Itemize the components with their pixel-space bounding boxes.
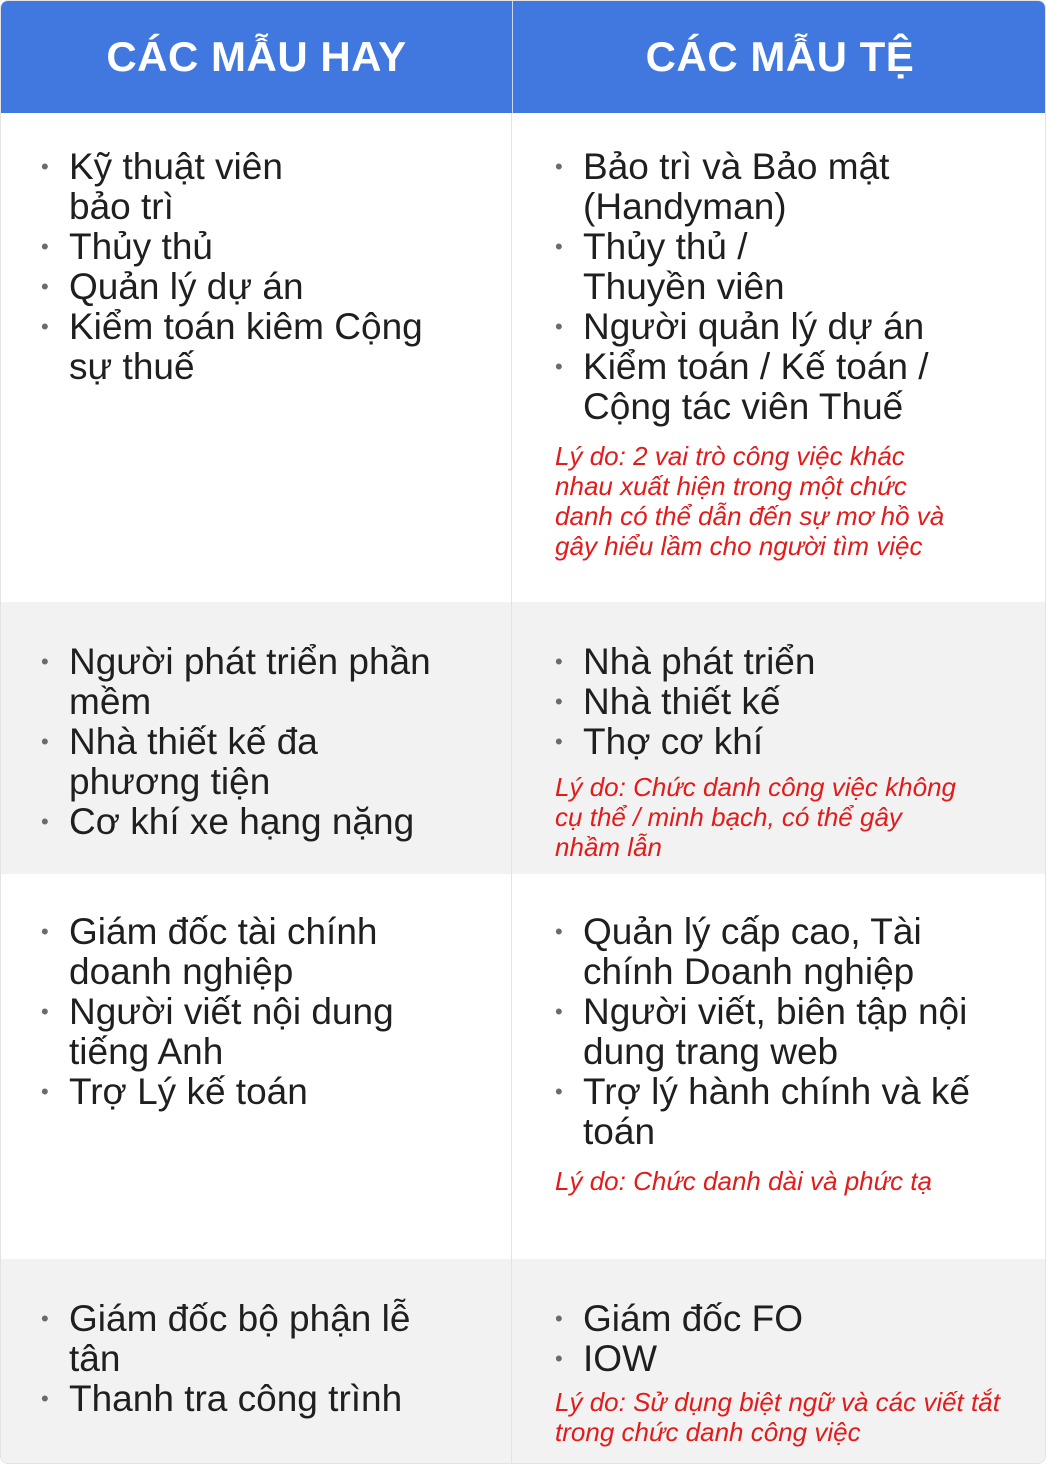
- table-row: [1, 113, 1045, 602]
- list-item: • Nhà thiết kế: [555, 682, 1015, 722]
- bad-examples-list: [555, 642, 1015, 762]
- reason-note: Lý do: 2 vai trò công việc khác nhau xuất hiện trong một chức danh có thể dẫn đến sự mơ hồ và gây hiểu lầm cho người tìm việc: [555, 441, 945, 561]
- good-examples-cell: [1, 1259, 512, 1464]
- bad-examples-cell: [512, 602, 1045, 874]
- good-examples-cell: [1, 602, 512, 874]
- list-item: • Trợ lý hành chính và kế toán: [555, 1072, 1013, 1152]
- reason-note: Lý do: Chức danh công việc không cụ thể / minh bạch, có thể gây nhầm lẫn: [555, 772, 956, 862]
- bad-examples-list: [555, 1299, 1015, 1379]
- list-item: • Bảo trì và Bảo mật (Handyman): [555, 147, 913, 227]
- good-examples-heading: CÁC MẪU HAY: [1, 1, 513, 113]
- list-item: • Giám đốc bộ phận lễ tân: [41, 1299, 449, 1379]
- list-item: • IOW: [555, 1339, 1015, 1379]
- table-row: [1, 874, 1045, 1259]
- list-item: • Giám đốc tài chính doanh nghiệp: [41, 912, 419, 992]
- bad-examples-cell: [512, 874, 1045, 1259]
- good-examples-list: [41, 642, 471, 842]
- list-item: • Thủy thủ / Thuyền viên: [555, 227, 813, 307]
- list-item: • Người viết nội dung tiếng Anh: [41, 992, 429, 1072]
- list-item: • Kỹ thuật viên bảo trì: [41, 147, 309, 227]
- list-item: • Thanh tra công trình: [41, 1379, 471, 1419]
- list-item: • Nhà phát triển: [555, 642, 1015, 682]
- bad-examples-list: [555, 912, 1015, 1152]
- list-item: • Thủy thủ: [41, 227, 471, 267]
- list-item: • Người viết, biên tập nội dung trang web: [555, 992, 993, 1072]
- list-item: • Người quản lý dự án: [555, 307, 1015, 347]
- table-header: [1, 1, 1045, 113]
- table-row: [1, 1259, 1045, 1464]
- good-examples-cell: [1, 113, 512, 602]
- list-item: • Người phát triển phần mềm: [41, 642, 471, 722]
- good-examples-cell: [1, 874, 512, 1259]
- bad-examples-list: [555, 147, 1015, 427]
- list-item: • Giám đốc FO: [555, 1299, 1015, 1339]
- list-item: • Quản lý dự án: [41, 267, 471, 307]
- list-item: • Trợ Lý kế toán: [41, 1072, 471, 1112]
- list-item: • Nhà thiết kế đa phương tiện: [41, 722, 369, 802]
- bad-examples-heading: CÁC MẪU TỆ: [645, 33, 915, 80]
- reason-note: Lý do: Chức danh dài và phức tạ: [555, 1166, 932, 1196]
- good-examples-list: [41, 1299, 471, 1419]
- list-item: • Thợ cơ khí: [555, 722, 1015, 762]
- list-item: • Kiểm toán / Kế toán / Cộng tác viên Thuế: [555, 347, 993, 427]
- good-examples-list: [41, 147, 471, 387]
- reason-note: Lý do: Sử dụng biệt ngữ và các viết tắt trong chức danh công việc: [555, 1387, 1000, 1447]
- bad-examples-cell: [512, 1259, 1045, 1464]
- bad-examples-cell: [512, 113, 1045, 602]
- list-item: • Kiểm toán kiêm Cộng sự thuế: [41, 307, 471, 387]
- table-row: [1, 602, 1045, 874]
- list-item: • Quản lý cấp cao, Tài chính Doanh nghiệp: [555, 912, 953, 992]
- list-item: • Cơ khí xe hạng nặng: [41, 802, 471, 842]
- good-examples-list: [41, 912, 471, 1112]
